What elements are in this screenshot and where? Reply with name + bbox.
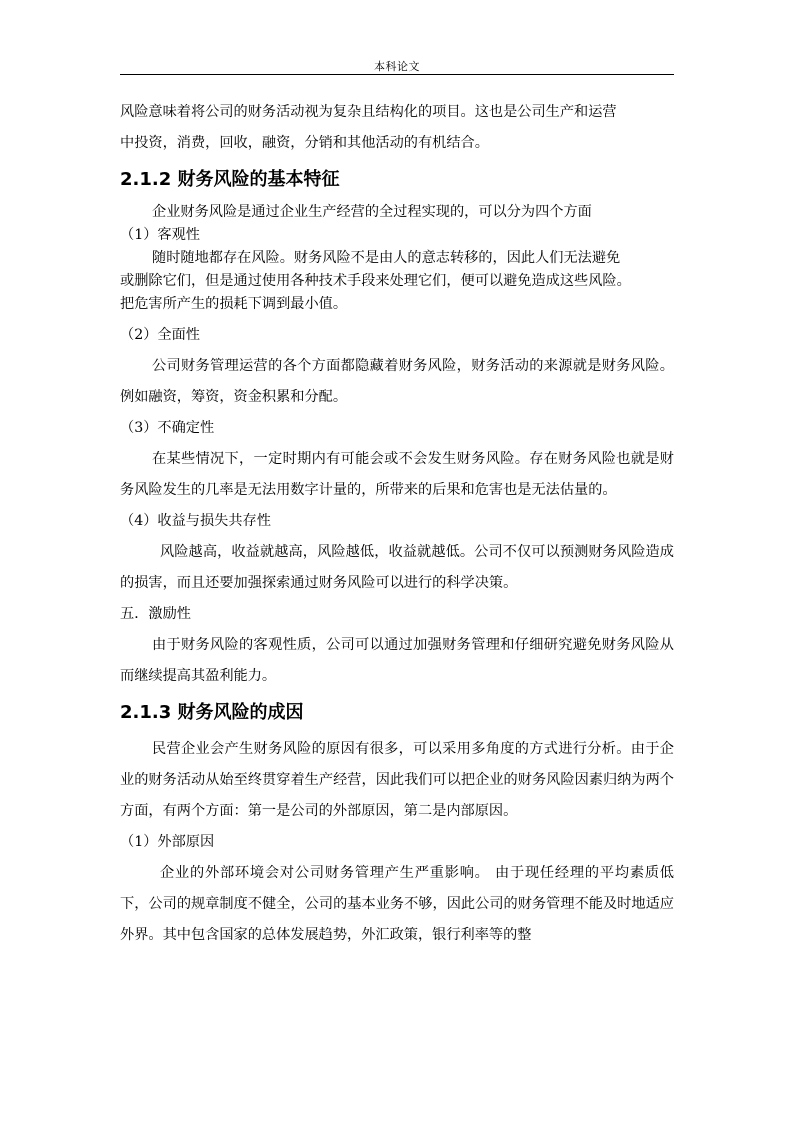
item-comprehensiveness-title: （2）全面性 [120, 327, 200, 343]
item-coexistence-title: （4）收益与损失共存性 [120, 513, 271, 529]
item-objectivity-text-b: 或删除它们，但是通过使用各种技术手段来处理它们，便可以避免造成这些风险。 [120, 273, 631, 289]
intro-line-2: 中投资，消费，回收，融资，分销和其他活动的有机结合。 [120, 135, 489, 151]
item-comprehensiveness-text: 公司财务管理运营的各个方面都隐藏着财务风险，财务活动的来源就是财务风险。例如融资，筹资，资金积累和分配。 [120, 358, 674, 405]
item-external-causes-text: 企业的外部环境会对公司财务管理产生严重影响。 由于现任经理的平均素质低下，公司的规章制度不健全，公司的基本业务不够，因此公司的财务管理不能及时地适应外界。其中包含国家的总体发展趋势，外汇政策，银行利率等的整 [120, 865, 674, 943]
header-rule [120, 74, 674, 75]
section-212-lead: 企业财务风险是通过企业生产经营的全过程实现的，可以分为四个方面 [152, 204, 592, 220]
item-uncertainty-title: （3）不确定性 [120, 420, 215, 436]
running-header: 本科论文 [374, 60, 420, 73]
section-213-para-1: 民营企业会产生财务风险的原因有很多，可以采用多角度的方式进行分析。由于企业的财务活动从始至终贯穿着生产经营，因此我们可以把企业的财务风险因素归纳为两个方面，有两个方面：第一是公司的外部原因，第二是内部原因。 [120, 741, 674, 819]
item-uncertainty-text: 在某些情况下，一定时期内有可能会或不会发生财务风险。存在财务风险也就是财务风险发生的几率是无法用数字计量的，所带来的后果和危害也是无法估量的。 [120, 451, 674, 498]
item-objectivity-title: （1）客观性 [120, 227, 200, 243]
item-objectivity-text-c: 把危害所产生的损耗下调到最小值。 [120, 296, 348, 312]
item-incentive-title: 五．激励性 [120, 606, 191, 622]
item-incentive-text: 由于财务风险的客观性质，公司可以通过加强财务管理和仔细研究避免财务风险从而继续提高其盈利能力。 [120, 637, 674, 684]
section-heading-2-1-3: 2.1.3 财务风险的成因 [120, 702, 304, 723]
item-external-causes-title: （1）外部原因 [120, 834, 215, 850]
item-coexistence-text: 风险越高，收益就越高，风险越低，收益就越低。公司不仅可以预测财务风险造成的损害，而且还要加强探索通过财务风险可以进行的科学决策。 [120, 544, 674, 591]
item-objectivity-text-a: 随时随地都存在风险。财务风险不是由人的意志转移的，因此人们无法避免 [152, 250, 621, 266]
page-body [120, 97, 674, 951]
section-heading-2-1-2: 2.1.2 财务风险的基本特征 [120, 169, 340, 190]
intro-line-1: 风险意味着将公司的财务活动视为复杂且结构化的项目。这也是公司生产和运营 [120, 104, 617, 120]
